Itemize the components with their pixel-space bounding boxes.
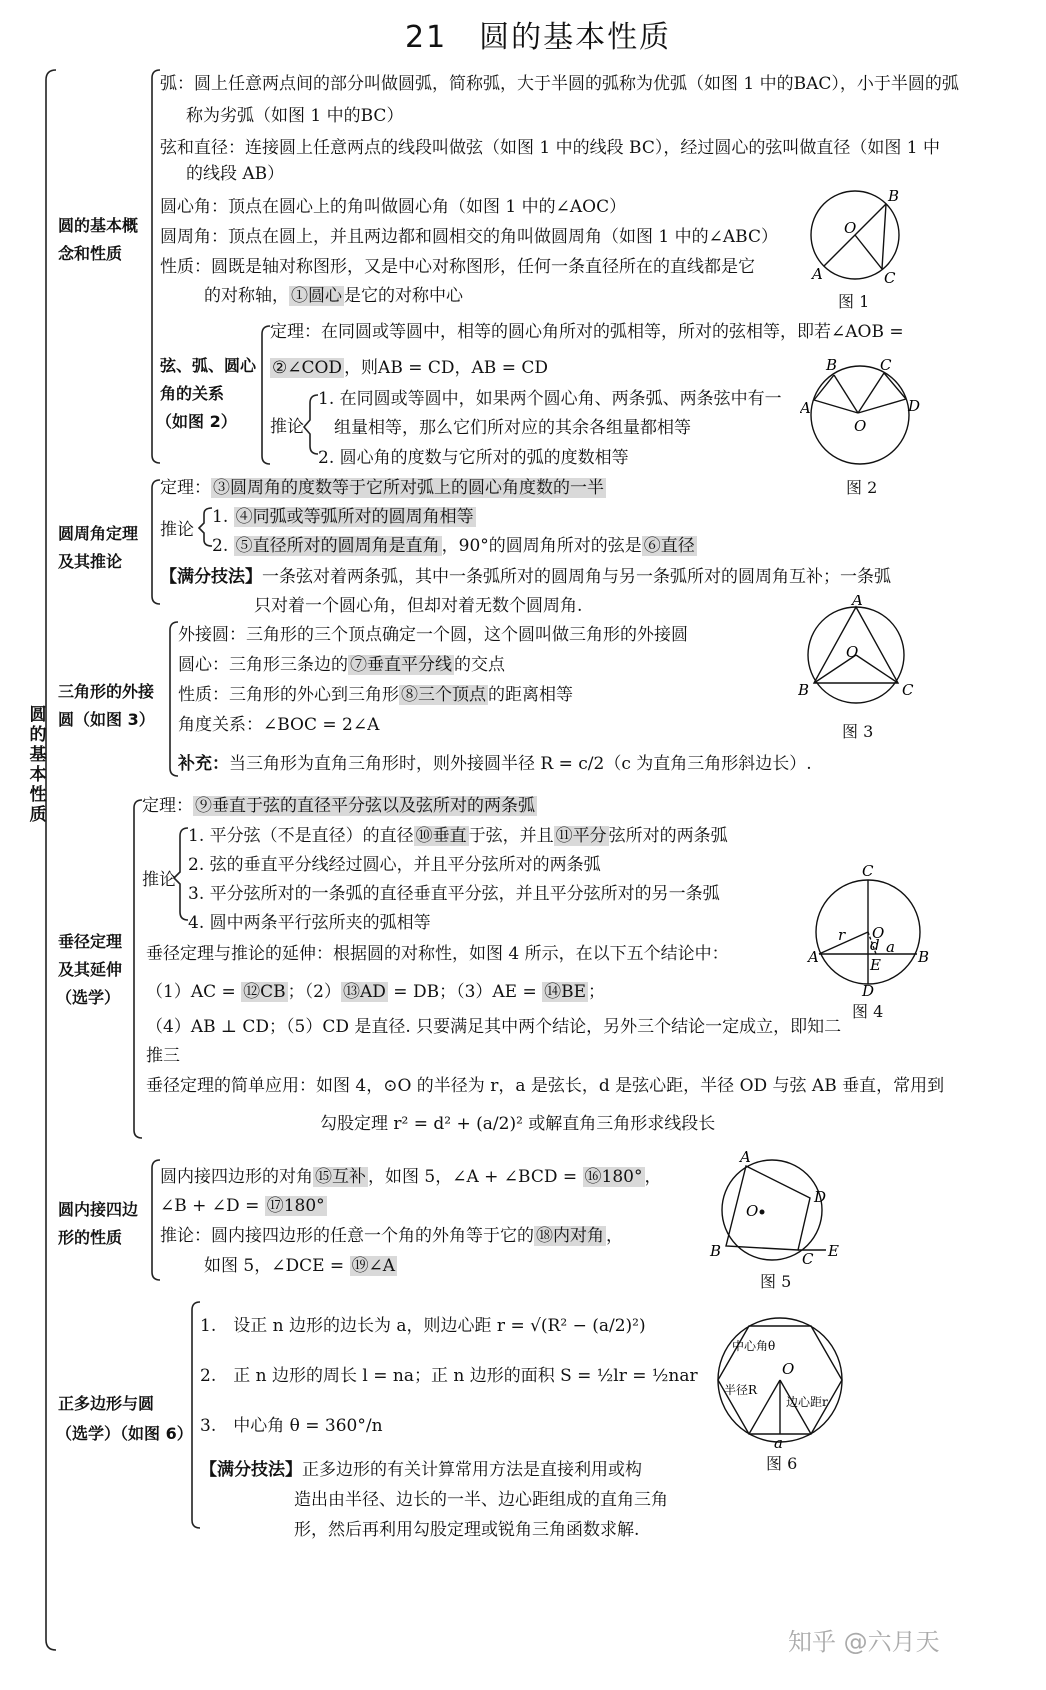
f4-label-b: B [918, 948, 930, 966]
answer-19: ⑲∠A [351, 1256, 396, 1276]
f5-label-b: B [710, 1242, 722, 1260]
s5-r1c: ；（2） [287, 982, 341, 1002]
figure-3-caption: 图 3 [842, 722, 874, 741]
s3-c2-num: 2. [212, 536, 234, 556]
s6-l2a: ∠B + ∠D = [160, 1196, 265, 1216]
s4-l5-label: 补充： [178, 754, 229, 774]
answer-16: ⑯180° [584, 1167, 643, 1187]
figure-6 [710, 1310, 850, 1450]
s5-heading-line2: 及其延伸 [58, 960, 123, 979]
f6-label-apothem: 边心距r [786, 1395, 828, 1409]
s5-corollary-label: 推论 [142, 870, 176, 890]
s2-heading-line3: （如图 2） [156, 412, 237, 431]
f5-label-e: E [828, 1242, 839, 1260]
s1-property-line1: 性质：圆既是轴对称图形，又是中心对称图形，任何一条直径所在的直线都是它 [160, 257, 755, 277]
s3-tip-label: 【满分技法】 [160, 567, 262, 587]
s1-property-line2 [204, 286, 463, 306]
f4-label-o: O [872, 924, 885, 942]
s1-prop-c: 是它的对称中心 [344, 286, 463, 306]
s1-heading-line2: 念和性质 [58, 244, 123, 263]
s7-tip-line3: 形，然后再利用勾股定理或锐角三角函数求解. [294, 1520, 640, 1540]
s3-heading-line2: 及其推论 [58, 552, 123, 571]
s1-chord-line1: 弦和直径：连接圆上任意两点的线段叫做弦（如图 1 中的线段 BC），经过圆心的弦叫做直径（如图 1 中 [160, 138, 940, 158]
s5-heading-line3: （选学） [56, 988, 121, 1007]
answer-6: ⑥直径 [643, 536, 695, 556]
s2-corollary-label: 推论 [270, 417, 304, 437]
s5-c1a: 1. 平分弦（不是直径）的直径 [188, 826, 414, 846]
s7-heading-line2: （选学）（如图 6） [56, 1424, 193, 1443]
s4-l3c: 的距离相等 [488, 685, 573, 705]
figure-4-caption: 图 4 [852, 1002, 884, 1021]
f5-label-a: A [740, 1150, 751, 1166]
figure-5-caption: 图 5 [760, 1272, 792, 1291]
s5-c1e: 弦所对的两条弧 [608, 826, 728, 846]
f2-label-c: C [880, 356, 892, 374]
figure-4 [806, 862, 936, 1002]
s2-corollary-2: 2. 圆心角的度数与它所对的弧的度数相等 [318, 448, 629, 468]
f6-label-a: a [774, 1434, 783, 1450]
answer-3: ③圆周角的度数等于它所对弧上的圆心角度数的一半 [213, 478, 604, 498]
s1-heading-line1: 圆的基本概 [58, 216, 139, 235]
s3-c1-num: 1. [212, 507, 234, 527]
answer-13: ⑬AD [342, 982, 386, 1002]
s7-line2: 2. 正 n 边形的周长 l = na；正 n 边形的面积 S = ½lr = ½nar [200, 1366, 698, 1386]
s1-arc-line1: 弧：圆上任意两点间的部分叫做圆弧，简称弧，大于半圆的弧称为优弧（如图 1 中的BAC），小于半圆的弧 [160, 74, 959, 94]
f2-label-d: D [908, 397, 921, 415]
figure-2-caption: 图 2 [846, 478, 878, 497]
s3-tip-line1 [160, 567, 891, 587]
s4-line2 [178, 655, 505, 675]
s1-inscribed-angle: 圆周角：顶点在圆上，并且两边都和圆相交的角叫做圆周角（如图 1 中的∠ABC） [160, 227, 778, 247]
answer-8: ⑧三个顶点 [401, 685, 486, 705]
s6-line2 [160, 1196, 327, 1216]
s1-prop-a: 的对称轴， [204, 286, 289, 306]
s4-line1: 外接圆：三角形的三个顶点确定一个圆，这个圆叫做三角形的外接圆 [178, 625, 688, 645]
s7-tip-text1: 正多边形的有关计算常用方法是直接利用或构 [302, 1460, 642, 1480]
s5-extension: 垂径定理与推论的延伸：根据圆的对称性，如图 4 所示，在以下五个结论中： [146, 944, 729, 964]
f4-label-c: C [862, 862, 874, 880]
s3-tip-text1: 一条弦对着两条弧，其中一条弧所对的圆周角与另一条弧所对的圆周角互补；一条弧 [262, 567, 891, 587]
s2-heading-line1: 弦、弧、圆心 [160, 356, 257, 375]
answer-18: ⑱内对角 [536, 1226, 604, 1246]
f4-label-r: r [838, 926, 846, 944]
f2-label-b: B [826, 356, 838, 374]
s7-line3: 3. 中心角 θ = 360°/n [200, 1416, 383, 1436]
answer-2: ②∠COD [272, 358, 343, 378]
s5-results-1 [146, 982, 605, 1002]
f1-label-c: C [884, 269, 896, 287]
s6-line3 [160, 1226, 623, 1246]
figure-5 [706, 1150, 846, 1270]
s2-heading-line2: 角的关系 [160, 384, 225, 403]
page-title: 21 圆的基本性质 [405, 20, 672, 55]
s6-l1e: ， [644, 1167, 662, 1187]
s7-tip-line1 [200, 1460, 642, 1480]
s2-theorem-rest: ，则AB = CD，AB = CD [344, 358, 548, 378]
f4-label-e: E [870, 956, 881, 974]
f2-label-a: A [800, 399, 811, 417]
answer-10: ⑩垂直 [415, 826, 467, 846]
s5-theorem [142, 796, 537, 816]
s3-tip-line2: 只对着一个圆心角，但却对着无数个圆周角. [254, 596, 583, 616]
s4-line3 [178, 685, 573, 705]
s2-theorem-line1: 定理：在同圆或等圆中，相等的圆心角所对的弧相等，所对的弦相等，即若∠AOB = [270, 322, 904, 342]
f5-label-o: O [746, 1202, 759, 1220]
s2-theorem-line2 [270, 358, 548, 378]
s6-line4 [204, 1256, 397, 1276]
s2-corollary-1a: 1. 在同圆或等圆中，如果两个圆心角、两条弧、两条弦中有一 [318, 389, 782, 409]
s3-corollary-label: 推论 [160, 520, 194, 540]
s1-arc-line2: 称为劣弧（如图 1 中的BC） [186, 106, 404, 126]
s4-line4: 角度关系：∠BOC = 2∠A [178, 715, 380, 735]
answer-11: ⑪平分 [555, 826, 607, 846]
s4-l2a: 圆心：三角形三条边的 [178, 655, 348, 675]
f1-label-a: A [812, 265, 823, 283]
side-label: 圆的基本性质 [29, 705, 47, 825]
s5-corollary-3: 3. 平分弦所对的一条弧的直径垂直平分弦，并且平分弦所对的另一条弧 [188, 884, 720, 904]
s6-heading-line2: 形的性质 [58, 1228, 123, 1247]
s6-l1c: ，如图 5，∠A + ∠BCD = [368, 1167, 583, 1187]
f4-label-d: d [870, 936, 880, 954]
s3-corollary-1 [212, 507, 476, 527]
f5-label-c: C [802, 1250, 814, 1268]
s3-corollary-2 [212, 536, 697, 556]
s4-l2c: 的交点 [454, 655, 505, 675]
s5-corollary-1 [188, 826, 728, 846]
s5-heading-line1: 垂径定理 [58, 932, 123, 951]
s7-tip-label: 【满分技法】 [200, 1460, 302, 1480]
s3-c2-mid: ，90°的圆周角所对的弦是 [441, 536, 642, 556]
answer-15: ⑮互补 [315, 1167, 366, 1187]
f4-label-pt-a: A [808, 948, 819, 966]
answer-17: ⑰180° [266, 1196, 325, 1216]
figure-6-caption: 图 6 [766, 1454, 798, 1473]
s5-r1e: = DB；（3）AE = [387, 982, 543, 1002]
f4-label-pt-d: D [862, 982, 875, 1000]
s5-corollary-4: 4. 圆中两条平行弦所夹的弧相等 [188, 913, 431, 933]
f3-label-a: A [852, 595, 863, 609]
s6-l4a: 如图 5，∠DCE = [204, 1256, 350, 1276]
s1-chord-line2: 的线段 AB） [186, 164, 285, 184]
s7-heading-line1: 正多边形与圆 [58, 1394, 155, 1413]
s5-r1a: （1）AC = [146, 982, 242, 1002]
s5-results-3: 推三 [146, 1046, 180, 1066]
figure-1-caption: 图 1 [838, 292, 870, 311]
s4-l5-text: 当三角形为直角三角形时，则外接圆半径 R = c/2（c 为直角三角形斜边长）. [229, 754, 812, 774]
s4-heading-line1: 三角形的外接 [58, 682, 155, 701]
f3-label-o: O [846, 643, 859, 661]
watermark: 知乎 @六月天 [788, 1628, 940, 1656]
answer-1: ①圆心 [291, 286, 342, 306]
answer-9: ⑨垂直于弦的直径平分弦以及弦所对的两条弧 [195, 796, 535, 816]
s5-corollary-2: 2. 弦的垂直平分线经过圆心，并且平分弦所对的两条弧 [188, 855, 601, 875]
s7-tip-line2: 造出由半径、边长的一半、边心距组成的直角三角 [294, 1490, 668, 1510]
s4-l3a: 性质：三角形的外心到三角形 [178, 685, 399, 705]
s5-r1g: ； [588, 982, 606, 1002]
s7-line1: 1. 设正 n 边形的边长为 a，则边心距 r = √(R² − (a/2)²) [200, 1316, 646, 1336]
f1-label-o: O [844, 219, 857, 237]
s5-application-1: 垂径定理的简单应用：如图 4，⊙O 的半径为 r，a 是弦长，d 是弦心距，半径 OD 与弦 AB 垂直，常用到 [146, 1076, 945, 1096]
s5-results-2: （4）AB ⊥ CD；（5）CD 是直径. 只要满足其中两个结论，另外三个结论一定成立，即知二 [146, 1017, 842, 1037]
s1-central-angle: 圆心角：顶点在圆心上的角叫做圆心角（如图 1 中的∠AOC） [160, 197, 627, 217]
s6-l1a: 圆内接四边形的对角 [160, 1167, 313, 1187]
f5-label-d: D [814, 1188, 827, 1206]
answer-12: ⑫CB [243, 982, 286, 1002]
s5-c1c: 于弦，并且 [468, 826, 554, 846]
s6-heading-line1: 圆内接四边 [58, 1200, 139, 1219]
f3-label-b: B [798, 681, 810, 699]
f6-label-o: O [782, 1360, 795, 1378]
s2-corollary-1b: 组量相等，那么它们所对应的其余各组量都相等 [334, 418, 691, 438]
f1-label-b: B [888, 187, 900, 205]
f2-label-o: O [854, 417, 867, 435]
answer-5: ⑤直径所对的圆周角是直角 [235, 536, 440, 556]
answer-4: ④同弧或等弧所对的圆周角相等 [235, 507, 474, 527]
s6-l3c: ， [606, 1226, 623, 1246]
figure-2 [800, 355, 930, 475]
s4-line5 [178, 754, 812, 774]
s5-application-2: 勾股定理 r² = d² + (a/2)² 或解直角三角形求线段长 [320, 1114, 716, 1134]
f6-label-center-angle: 中心角θ [732, 1339, 776, 1353]
s3-heading-line1: 圆周角定理 [58, 524, 139, 543]
s3-theorem-label: 定理： [160, 478, 211, 498]
s3-theorem [160, 478, 606, 498]
answer-14: ⑭BE [544, 982, 587, 1002]
answer-7: ⑦垂直平分线 [350, 655, 452, 675]
s5-thm-label: 定理： [142, 796, 193, 816]
f3-label-c: C [902, 681, 914, 699]
f4-label-a: a [886, 938, 895, 956]
s4-heading-line2: 圆（如图 3） [58, 710, 155, 729]
s6-l3a: 推论：圆内接四边形的任意一个角的外角等于它的 [160, 1226, 534, 1246]
s6-line1 [160, 1167, 662, 1187]
figure-3 [798, 595, 928, 715]
f6-label-radius: 半径R [724, 1383, 758, 1397]
figure-1 [800, 185, 910, 290]
